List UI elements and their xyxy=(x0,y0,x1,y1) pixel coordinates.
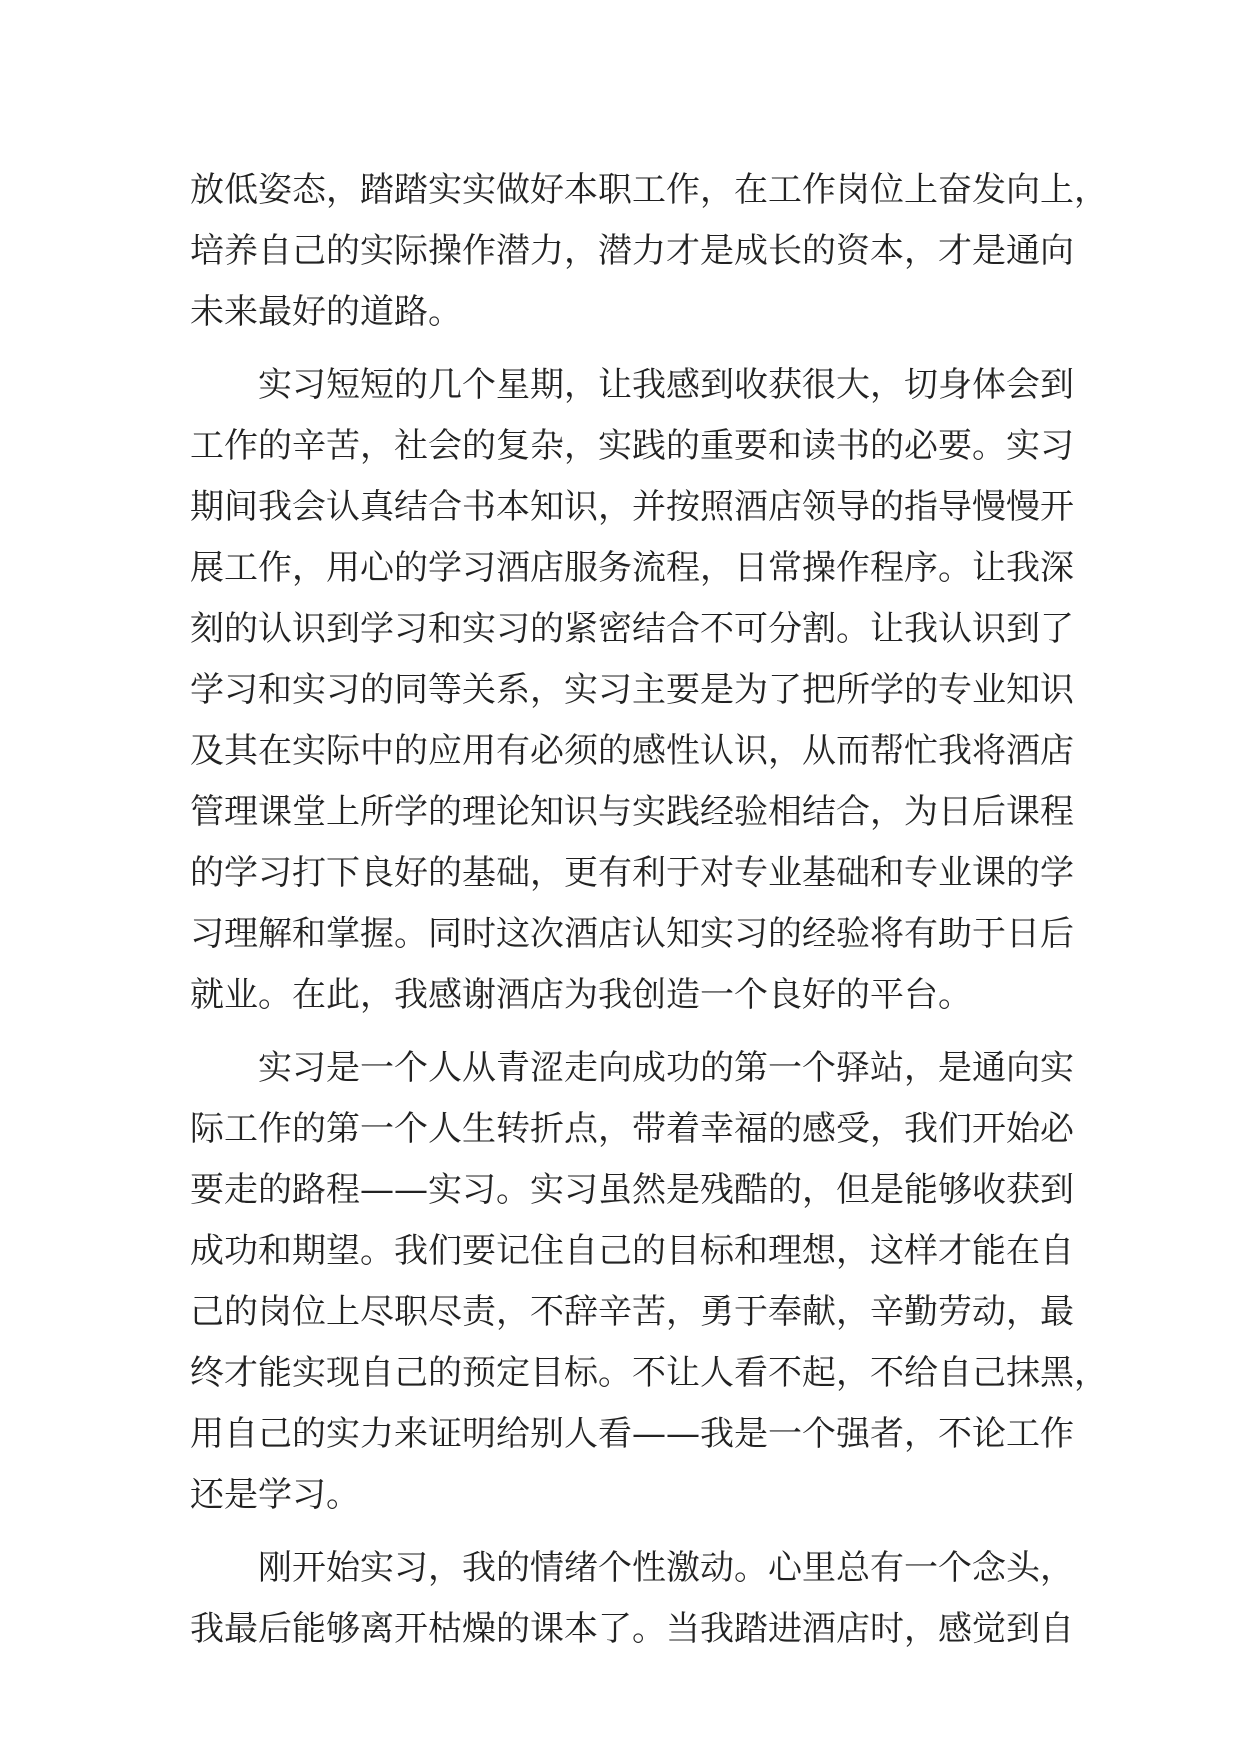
text-line: 培养自己的实际操作潜力，潜力才是成长的资本，才是通向 xyxy=(190,231,1074,271)
text-line: 己的岗位上尽职尽责，不辞辛苦，勇于奉献，辛勤劳动，最 xyxy=(190,1292,1074,1332)
text-line: 还是学习。 xyxy=(190,1475,360,1515)
text-line: 要走的路程——实习。实习虽然是残酷的，但是能够收获到 xyxy=(190,1170,1074,1210)
text-line: 学习和实习的同等关系，实习主要是为了把所学的专业知识 xyxy=(190,670,1074,710)
text-line: 工作的辛苦，社会的复杂，实践的重要和读书的必要。实习 xyxy=(190,426,1074,466)
text-line: 的学习打下良好的基础，更有利于对专业基础和专业课的学 xyxy=(190,853,1074,893)
paragraph-4 xyxy=(190,1538,1074,1660)
text-line: 用自己的实力来证明给别人看——我是一个强者，不论工作 xyxy=(190,1414,1074,1454)
text-line: 及其在实际中的应用有必须的感性认识，从而帮忙我将酒店 xyxy=(190,731,1074,771)
text-line: 就业。在此，我感谢酒店为我创造一个良好的平台。 xyxy=(190,975,972,1015)
text-line: 管理课堂上所学的理论知识与实践经验相结合，为日后课程 xyxy=(190,792,1074,832)
text-line: 成功和期望。我们要记住自己的目标和理想，这样才能在自 xyxy=(190,1231,1074,1271)
text-line: 实习是一个人从青涩走向成功的第一个驿站，是通向实 xyxy=(258,1048,1074,1088)
text-line: 展工作，用心的学习酒店服务流程，日常操作程序。让我深 xyxy=(190,548,1074,588)
document-body xyxy=(190,160,1108,1660)
paragraph-1 xyxy=(190,160,1108,343)
text-line: 习理解和掌握。同时这次酒店认知实习的经验将有助于日后 xyxy=(190,914,1074,954)
text-line: 我最后能够离开枯燥的课本了。当我踏进酒店时，感觉到自 xyxy=(190,1609,1074,1649)
text-line: 放低姿态，踏踏实实做好本职工作，在工作岗位上奋发向上， xyxy=(190,170,1108,210)
text-line: 期间我会认真结合书本知识，并按照酒店领导的指导慢慢开 xyxy=(190,487,1074,527)
text-line: 终才能实现自己的预定目标。不让人看不起，不给自己抹黑， xyxy=(190,1353,1108,1393)
text-line: 际工作的第一个人生转折点，带着幸福的感受，我们开始必 xyxy=(190,1109,1074,1149)
text-line: 刚开始实习，我的情绪个性激动。心里总有一个念头， xyxy=(258,1548,1074,1588)
paragraph-2 xyxy=(190,355,1074,1026)
text-line: 实习短短的几个星期，让我感到收获很大，切身体会到 xyxy=(258,365,1074,405)
text-line: 未来最好的道路。 xyxy=(190,292,462,332)
text-line: 刻的认识到学习和实习的紧密结合不可分割。让我认识到了 xyxy=(190,609,1074,649)
paragraph-3 xyxy=(190,1038,1108,1526)
